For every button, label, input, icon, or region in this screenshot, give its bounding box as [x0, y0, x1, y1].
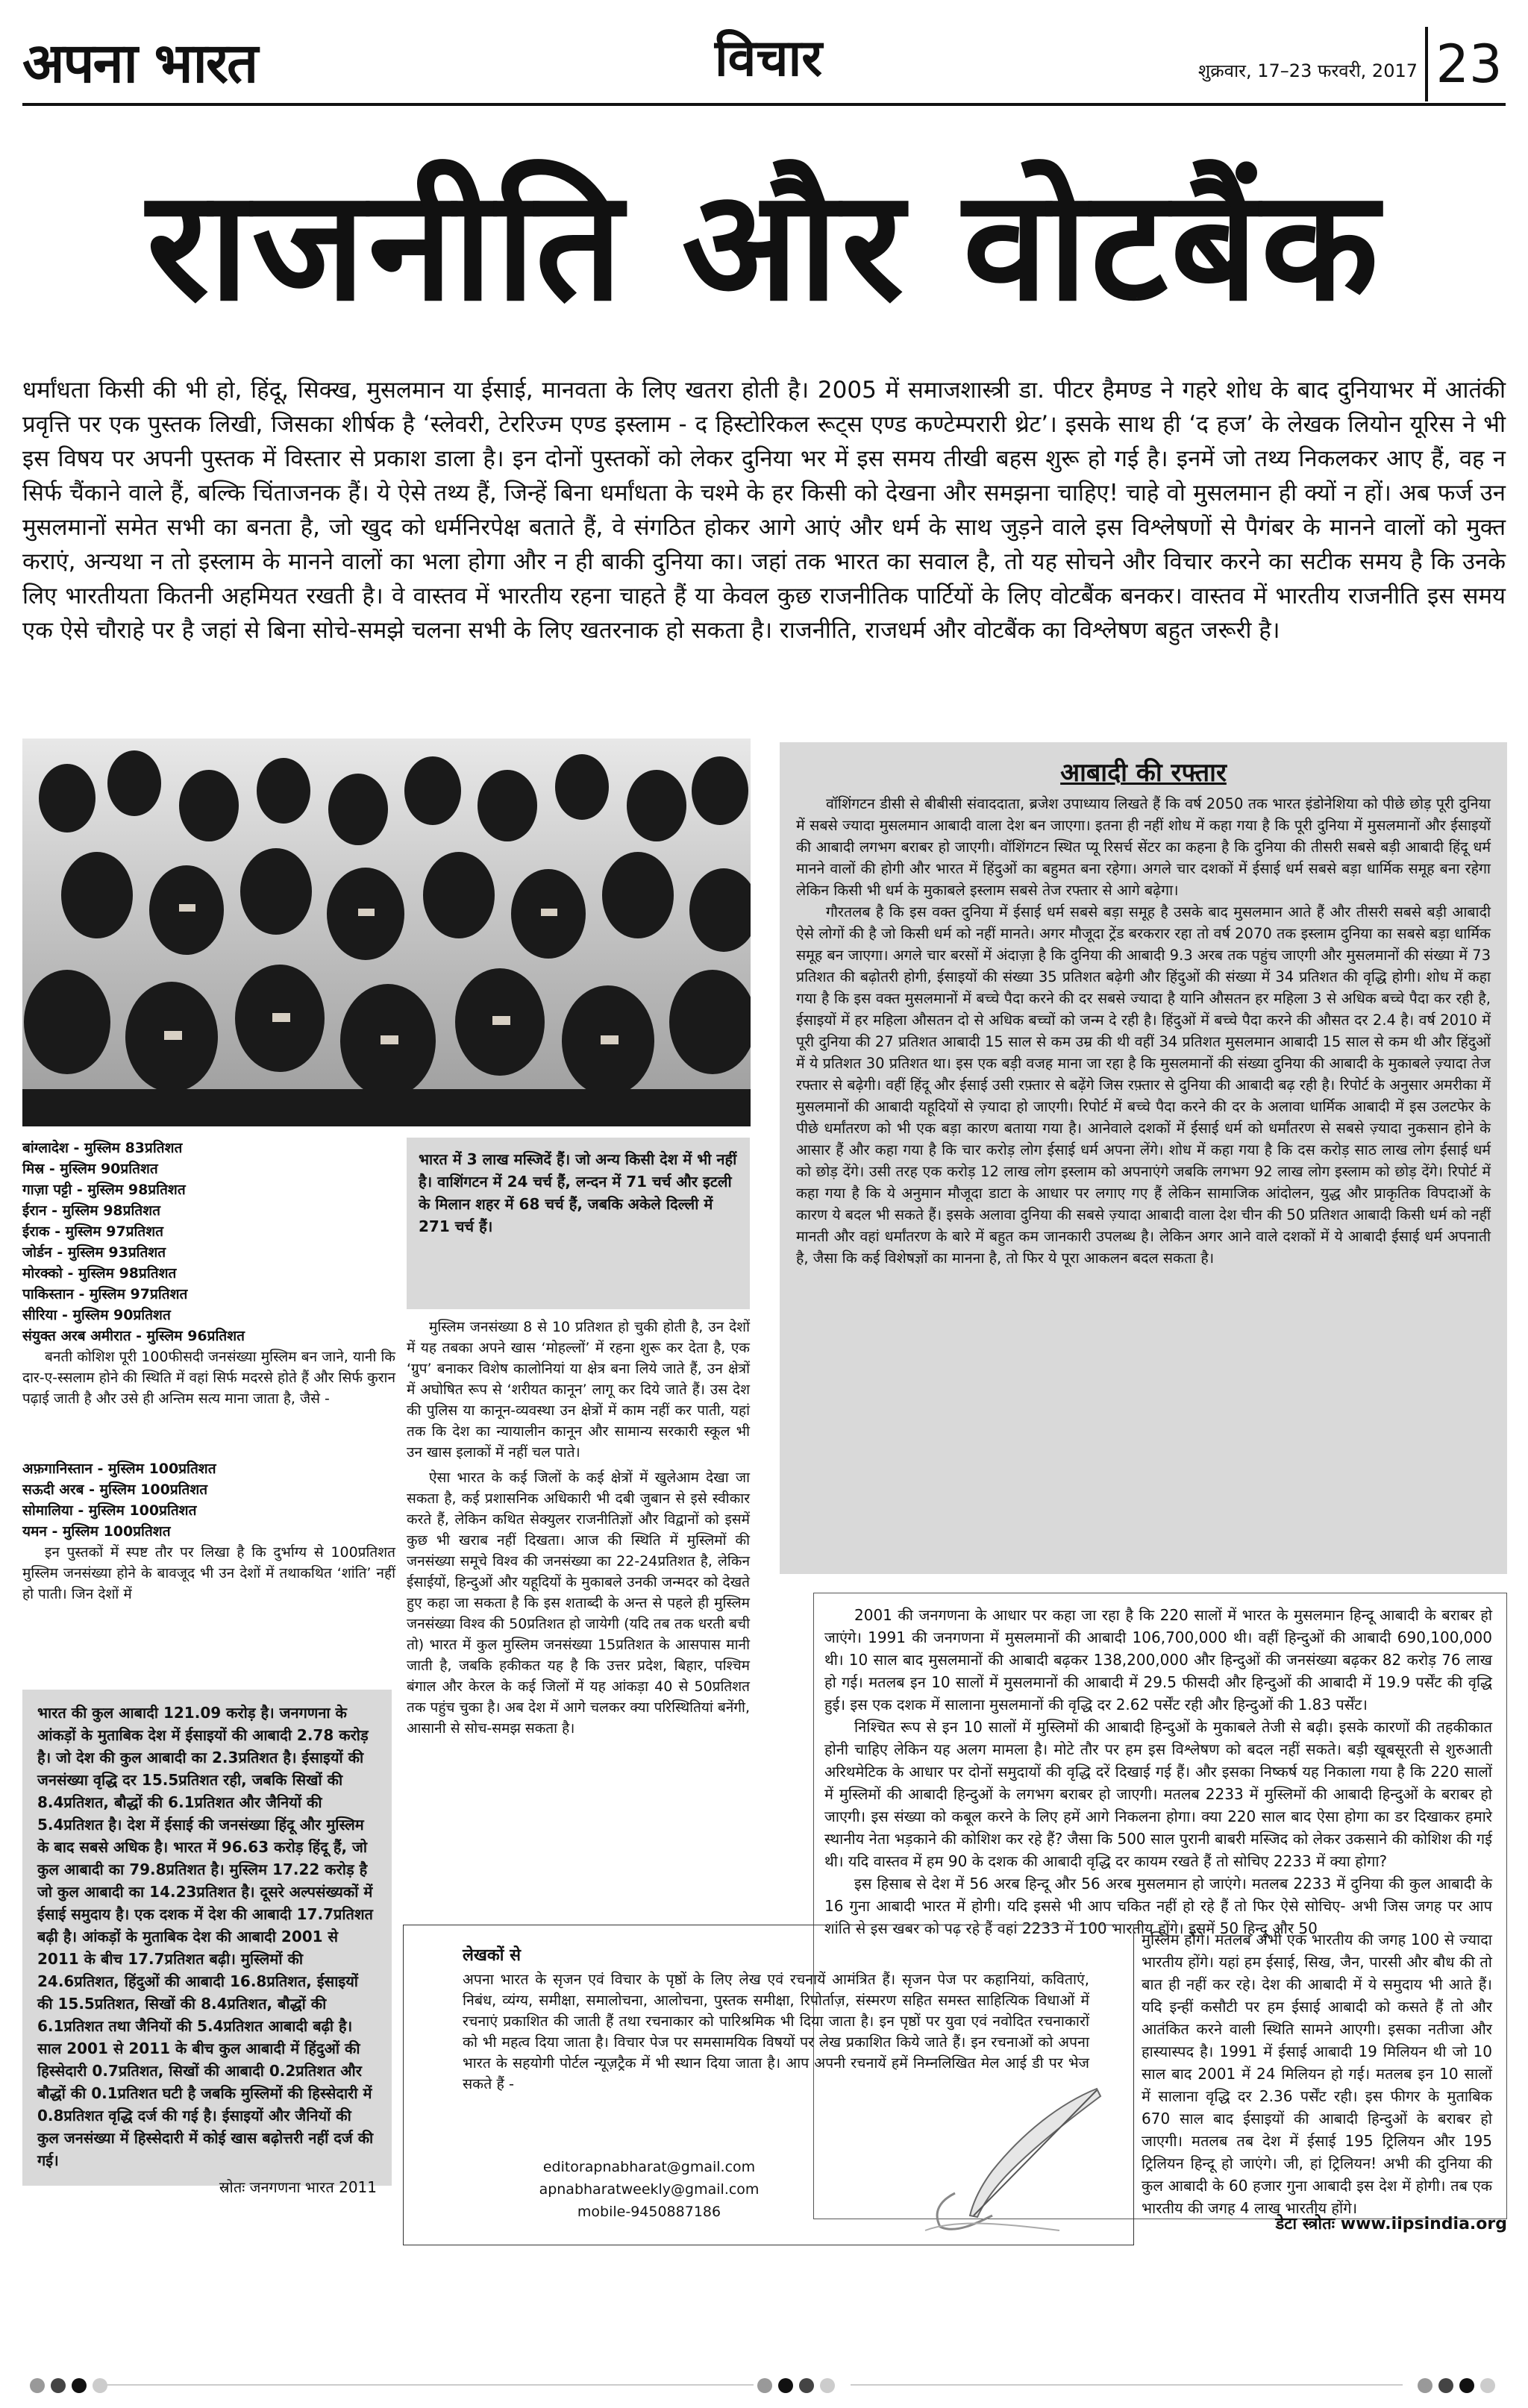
- crowd-photo: [22, 739, 751, 1126]
- census-facts-text: भारत की कुल आबादी 121.09 करोड़ है। जनगणना के आंकड़ों के मुताबिक देश में ईसाइयों की आबादी 2.78 करोड़ है। जो देश की कुल आबादी का 2.3प्रतिशत है। ईसाइयों की जनसंख्या वृद्धि दर 15.5प्रतिशत रही, जबकि सिखों की 8.4प्रतिशत, बौद्धों की 6.1प्रतिशत और जैनियों की 5.4प्रतिशत है। देश में ईसाई की जनसंख्या हिंदू और मुस्लिम के बाद सबसे अधिक है। भारत में 96.63 करोड़ हिंदू हैं, जो कुल आबादी का 79.8प्रतिशत है। मुस्लिम 17.22 करोड़ है जो कुल आबादी का 14.23प्रतिशत है। दूसरे अल्पसंख्यकों में ईसाई समुदाय है। एक दशक में देश की आबादी 17.7प्रतिशत बढ़ी है। आंकड़ों के मुताबिक देश की आबादी 2001 से 2011 के बीच 17.7प्रतिशत बढ़ी। मुस्लिमों की 24.6प्रतिशत, हिंदुओं की आबादी 16.8प्रतिशत, ईसाइयों की 15.5प्रतिशत, सिखों की 8.4प्रतिशत, बौद्धों की 6.1प्रतिशत तथा जैनियों की 5.4प्रतिशत आबादी बढ़ी है। साल 2001 से 2011 के बीच कुल आबादी में हिंदुओं की हिस्सेदारी 0.7प्रतिशत, सिखों की आबादी 0.2प्रतिशत और बौद्धों की 0.1प्रतिशत घटी है जबकि मुस्लिमों की हिस्सेदारी में 0.8प्रतिशत वृद्धि दर्ज की गई है। ईसाइयों और जैनियों की कुल जनसंख्या में हिस्सेदारी में कोई खास बढ़ोत्तरी नहीं दर्ज की गई।: [37, 1704, 374, 2169]
- email-link[interactable]: apnabharatweekly@gmail.com: [539, 2181, 760, 2198]
- masthead: अपना भारत: [22, 31, 257, 95]
- country-stat: यमन - मुस्लिम 100प्रतिशत: [22, 1523, 171, 1540]
- footer-dot: [1459, 2378, 1474, 2393]
- country-stat: जोर्डन - मुस्लिम 93प्रतिशत: [22, 1244, 166, 1261]
- country-stat: संयुक्त अरब अमीरात - मुस्लिम 96प्रतिशत: [22, 1328, 245, 1344]
- headline: राजनीति और वोटबैंक: [146, 157, 1382, 335]
- footer-dot: [799, 2378, 814, 2393]
- footer-dot: [1418, 2378, 1432, 2393]
- footer-dot: [30, 2378, 45, 2393]
- mobile-number: mobile-9450887186: [577, 2204, 721, 2220]
- writers-title: लेखकों से: [463, 1946, 522, 1965]
- footer-rule: [851, 2384, 1403, 2386]
- section-title: विचार: [714, 29, 823, 88]
- middle-column-text: [407, 1317, 750, 1737]
- full-muslim-list: [22, 1458, 395, 1608]
- country-stat: सीरिया - मुस्लिम 90प्रतिशत: [22, 1307, 171, 1323]
- country-stat: सऊदी अरब - मुस्लिम 100प्रतिशत: [22, 1482, 208, 1498]
- article-paragraph: इस हिसाब से देश में 56 अरब हिन्दू और 56 अरब मुसलमान हो जाएंगे। मतलब 2233 में दुनिया की कुल आबादी के 16 गुना आबादी भारत में होगी। यदि इससे भी आप चकित नहीं हो रहे हैं तो फिर ऐसे सोचिए- अभी जिस जगह पर आप शांति से इस खबर को पढ़ रहे हैं वहां 2233 में 100 भारतीय होंगे। इसमें 50 हिन्दू और 50: [824, 1875, 1492, 1937]
- writers-text: अपना भारत के सृजन एवं विचार के पृष्ठों के लिए लेख एवं रचनायें आमंत्रित हैं। सृजन पेज पर कहानियां, कविताएं, निबंध, व्यंग्य, समीक्षा, समालोचना, आलोचना, पुस्तक समीक्षा, रिपोर्ताज़, संस्मरण सहित समस्त साहित्यिक विधाओं में रचनाएं प्रकाशित की जाती हैं तथा रचनाकार को पारिश्रमिक भी दिया जाता है। इन पृष्ठों पर युवा एवं नवोदित रचनाकारों को भी महत्व दिया जाता है। विचार पेज पर समसामयिक विषयों पर लेख प्रकाशित किये जाते हैं। इन रचनाओं को अपना भारत के सहयोगी पोर्टल न्यूज़ट्रैक में भी स्थान दिया जाता है। आप अपनी रचनायें हमें निम्नलिखित मेल आई डी पर भेज सकते हैं -: [463, 1971, 1089, 2092]
- country-stat: गाज़ा पट्टी - मुस्लिम 98प्रतिशत: [22, 1182, 186, 1198]
- quill-pen-icon: [910, 2081, 1119, 2238]
- article-paragraph: निश्चित रूप से इन 10 सालों में मुस्लिमों की आबादी हिन्दुओं के मुकाबले तेजी से बढ़ी। इसके कारणों की तहकीकात होनी चाहिए लेकिन यह अलग मामला है। मोटे तौर पर हम इस विश्लेषण को बदल नहीं सकते। बड़ी खूबसूरती से शुरुआती अरिथमेटिक के आधार पर दोनों समुदायों की वृद्धि दरें दिखाई गई हैं। और इसका निष्कर्ष यह निकाला गया है कि 220 सालों में मुस्लिमों की आबादी हिन्दुओं के लगभग बराबर हो जाएगी। मतलब 2233 में मुस्लिमों की आबादी हिन्दुओं के बराबर हो जाएगी। इस संख्या को कबूल करने के लिए हमें आगे निकलना होगा। क्या 220 साल बाद ऐसा होगा का डर दिखाकर हमारे स्थानीय नेता भड़काने की कोशिश कर रहे हैं? जैसा कि 500 साल पुरानी बाबरी मस्जिद को लेकर उकसाने की कोशिश की गई थी। यदि वास्तव में हम 90 के दशक की आबादी वृद्धि दर कायम रखते हैं तो सोचिए 2233 में क्या होगा?: [824, 1718, 1492, 1870]
- header-rule: [22, 103, 1506, 106]
- footer-rule: [97, 2384, 754, 2386]
- article-paragraph: 2001 की जनगणना के आधार पर कहा जा रहा है कि 220 सालों में भारत के मुसलमान हिन्दू आबादी के बराबर हो जाएंगे। 1991 की जनगणना में मुसलमानों की आबादी 106,700,000 थी। वहीं हिन्दुओं की आबादी 690,100,000 थी। 10 साल बाद मुसलमानों की आबादी बढ़कर 138,200,000 और हिन्दुओं की जनसंख्या बढ़कर 82 करोड़ 76 लाख हो गई। मतलब इन 10 सालों में मुसलमानों की आबादी में 29.5 फीसदी और हिन्दुओं की आबादी में 19.9 पर्सेंट की वृद्धि हुई। इस एक दशक में सालाना मुसलमानों की वृद्धि दर 2.62 पर्सेंट रही और हिन्दुओं की 1.83 पर्सेंट।: [824, 1606, 1492, 1713]
- article-paragraph: ऐसा भारत के कई जिलों के कई क्षेत्रों में खुलेआम देखा जा सकता है, कई प्रशासनिक अधिकारी भी दबी जुबान से इसे स्वीकार करते हैं, लेकिन कथित सेक्युलर राजनीतिज्ञों और विद्वानों को इसमें कुछ भी खराब नहीं दिखता। आज की स्थिति में मुस्लिमों की जनसंख्या समूचे विश्व की जनसंख्या का 22-24प्रतिशत है, लेकिन ईसाईयों, हिन्दुओं और यहूदियों के मुकाबले उनकी जन्मदर को देखते हुए कहा जा सकता है कि इस शताब्दी के अन्त से पहले ही मुस्लिम जनसंख्या विश्व की 50प्रतिशत हो जायेगी (यदि तब तक धरती बची तो) भारत में कुल मुस्लिम जनसंख्या 15प्रतिशत के आसपास मानी जाती है, जबकि हकीकत यह है कि उत्तर प्रदेश, बिहार, पश्चिम बंगाल और केरल के कई जिलों में यह आंकड़ा 40 से 50प्रतिशत तक पहुंच चुका है। अब देश में आगे चलकर क्या परिस्थितियां बनेंगी, आसानी से सोच-समझ सकता है।: [407, 1470, 750, 1737]
- country-stat: बांग्लादेश - मुस्लिम 83प्रतिशत: [22, 1140, 183, 1156]
- article-paragraph: गौरतलब है कि इस वक्त दुनिया में ईसाई धर्म सबसे बड़ा समूह है उसके बाद मुसलमान आते हैं और तीसरी सबसे बड़ी आबादी ऐसे लोगों की है जो किसी धर्म को नहीं मानते। अगर मौजूदा ट्रेंड बरकरार रहा तो वर्ष 2070 तक इस्लाम दुनिया का सबसे बड़ा धार्मिक समूह बन जाएगा। अगले चार बरसों में अंदाज़ा है कि दुनिया की आबादी 9.3 अरब तक पहुंच जाएगी और मुसलमानों की संख्या में 73 प्रतिशत की बढ़ोतरी होगी, ईसाइयों की संख्या 35 प्रतिशत बढ़ेगी और हिंदुओं की संख्या में 34 प्रतिशत की वृद्धि होगी। शोध में कहा गया है कि इस वक्त मुसलमानों में बच्चे पैदा करने की दर सबसे ज्यादा है यानि औसतन हर महिला 3 से अधिक बच्चे पैदा कर रही है, ईसाइयों में हर महिला औसतन दो से अधिक बच्चों को जन्म दे रही है। हिंदुओं में बच्चे पैदा करने की औसत दर 2.4 है। वर्ष 2010 में पूरी दुनिया की 27 प्रतिशत आबादी 15 साल से कम उम्र की थी वहीं 34 प्रतिशत मुसलमान आबादी 15 साल से कम थी और हिंदुओं में ये प्रतिशत 30 प्रतिशत था। इस एक बड़ी वजह माना जा रहा है कि मुसलमानों की संख्या दुनिया की आबादी के मुकाबले ज़्यादा तेज रफ्तार से बढ़ेगी। वहीं हिंदू और ईसाई उसी रफ़्तार से बढ़ेंगे जिस रफ़्तार से दुनिया की आबादी बढ़ रही है। रिपोर्ट के अनुसार अमरीका में मुसलमानों की आबादी यहूदियों से ज़्यादा हो जाएगी। रिपोर्ट में बच्चे पैदा करने की दर के अलावा धार्मिक आबादी में इस उलटफेर के पीछे धर्मांतरण को भी एक बड़ा कारण बताया गया है। आनेवाले दशकों में ईसाई धर्म को धर्मांतरण से सबसे ज़्यादा नुकसान होने के आसार हैं और कहा गया है कि चार करोड़ लोग ईसाई धर्म अपना लेंगे। शोध में कहा गया है कि दस करोड़ साठ लाख लोग ईसाई धर्म को छोड़ देंगे। उसी तरह एक करोड़ 12 लाख लोग इस्लाम को अपनाएंगे जबकि लगभग 92 लाख लोग इस्लाम को छोड़ देंगे। रिपोर्ट में कहा गया है कि ये अनुमान मौजूदा डाटा के आधार पर लगाए गए हैं लेकिन सामाजिक आंदोलन, युद्ध और प्राकृतिक विपदाओं के कारण ये बदल भी सकते हैं। इसके अलावा दुनिया की सबसे ज़्यादा आबादी वाला देश चीन की 50 प्रतिशत आबादी किसी धर्म को नहीं मानती और वहां धर्मांतरण के बारे में बहुत कम जानकारी उपलब्ध है। लेकिन अगर आने वाले दशकों में ये आबादी ईसाई धर्म अपनाती है, जैसा कि कई विशेषज्ञों का मानना है, तो फिर ये पूरा आकलन बदल सकता है।: [796, 903, 1491, 1267]
- footer-dot: [93, 2378, 107, 2393]
- issue-date: शुक्रवार, 17–23 फरवरी, 2017: [1197, 60, 1418, 81]
- mosque-facts-box: भारत में 3 लाख मस्जिदें हैं। जो अन्य किसी देश में भी नहीं है। वाशिंगटन में 24 चर्च हैं, लन्दन में 71 चर्च और इटली के मिलान शहर में 68 चर्च हैं, जबकि अकेले दिल्ली में 271 चर्च हैं।: [407, 1138, 750, 1309]
- email-link[interactable]: editorapnabharat@gmail.com: [542, 2159, 756, 2175]
- stats-paragraph: इन पुस्तकों में स्पष्ट तौर पर लिखा है कि दुर्भाग्य से 100प्रतिशत मुस्लिम जनसंख्या होने के बावजूद भी उन देशों में तथाकथित ‘शांति’ नहीं हो पाती। जिन देशों में: [22, 1544, 395, 1602]
- census-source: स्रोतः जनगणना भारत 2011: [219, 2178, 377, 2196]
- stats-paragraph: बनती कोशिश पूरी 100फीसदी जनसंख्या मुस्लिम बन जाने, यानी कि दार-ए-स्सलाम होने की स्थिति में वहां सिर्फ मदरसे होते हैं और सिर्फ कुरान पढ़ाई जाती है और उसे ही अन्तिम सत्य माना जाता है, जैसे -: [22, 1349, 395, 1407]
- data-source: डेटा स्त्रोतः www.iipsindia.org: [1275, 2215, 1507, 2233]
- footer-dot: [1480, 2378, 1495, 2393]
- footer-dot: [72, 2378, 87, 2393]
- page-number: 23: [1425, 27, 1510, 101]
- footer-dot: [778, 2378, 793, 2393]
- census-facts-box: [22, 1690, 392, 2196]
- country-stat: अफ़गानिस्तान - मुस्लिम 100प्रतिशत: [22, 1461, 216, 1477]
- population-growth-box: [780, 742, 1507, 1574]
- country-stat: सोमालिया - मुस्लिम 100प्रतिशत: [22, 1502, 197, 1519]
- country-stat: मोरक्को - मुस्लिम 98प्रतिशत: [22, 1265, 177, 1282]
- footer-dot: [757, 2378, 772, 2393]
- footer-dot: [51, 2378, 66, 2393]
- intro-paragraph: धर्मांधता किसी की भी हो, हिंदू, सिक्ख, मुसलमान या ईसाई, मानवता के लिए खतरा होती है। 2005 में समाजशास्त्री डा. पीटर हैमण्ड ने गहरे शोध के बाद दुनियाभर में आतंकी प्रवृत्ति पर एक पुस्तक लिखी, जिसका शीर्षक है ‘स्लेवरी, टेररिज्म एण्ड इस्लाम - द हिस्टोरिकल रूट्स एण्ड कण्टेम्परारी थ्रेट’। इसके साथ ही ‘द हज’ के लेखक लियोन यूरिस ने भी इस विषय पर अपनी पुस्तक में विस्तार से प्रकाश डाला है। इन दोनों पुस्तकों को लेकर दुनिया भर में इस समय तीखी बहस शुरू हो गई है। इनमें जो तथ्य निकलकर आए हैं, वह न सिर्फ चैंकाने वाले हैं, बल्कि चिंताजनक हैं। ये ऐसे तथ्य हैं, जिन्हें बिना धर्मांधता के चश्मे के हर किसी को देखना और समझना चाहिए! चाहे वो मुसलमान ही क्यों न हों। अब फर्ज उन मुसलमानों समेत सभी का बनता है, जो खुद को धर्मनिरपेक्ष बताते हैं, वे संगठित होकर आगे आएं और धर्म के साथ जुड़ने वाले इस विश्लेषणों से पैगंबर के मानने वालों को मुक्त कराएं, अन्यथा न तो इस्लाम के मानने वालों का भला होगा और न ही बाकी दुनिया का। जहां तक भारत का सवाल है, तो यह सोचने और विचार करने का सटीक समय है कि उनके लिए भारतीयता कितनी अहमियत रखती है। वे वास्तव में भारतीय रहना चाहते हैं या केवल कुछ राजनीतिक पार्टियों के लिए वोटबैंक बनकर। वास्तव में भारतीय राजनीति इस समय एक ऐसे चौराहे पर है जहां से बिना सोचे-समझे चलना सभी के लिए खतरनाक हो सकता है। राजनीति, राजधर्म और वोटबैंक का विश्लेषण बहुत जरूरी है।: [22, 377, 1506, 644]
- box-title: आबादी की रफ्तार: [1060, 758, 1227, 788]
- census-analysis-text: [824, 1604, 1492, 1937]
- country-stat: मिस्र - मुस्लिम 90प्रतिशत: [22, 1161, 158, 1177]
- article-paragraph: वॉशिंगटन डीसी से बीबीसी संवाददाता, ब्रजेश उपाध्याय लिखते हैं कि वर्ष 2050 तक भारत इंडोनेशिया को पीछे छोड़ पूरी दुनिया में सबसे ज्यादा मुसलमान आबादी वाला देश बन जाएगा। इतना ही नहीं शोध में कहा गया है कि पूरी दुनिया में मुसलमानों और ईसाइयों की आबादी लगभग बराबर हो जाएगी। वॉशिंगटन स्थित प्यू रिसर्च सेंटर का कहना है कि दुनिया की तीसरी सबसे बड़ी आबादी हिंदू धर्म मानने वालों की होगी और भारत में हिंदुओं का बहुमत बना रहेगा। अगले चार दशकों में ईसाई धर्म सबसे बड़ा धार्मिक समूह बना रहेगा लेकिन किसी भी धर्म के मुकाबले इस्लाम सबसे तेज रफ्तार से आगे बढ़ेगा।: [796, 795, 1491, 899]
- country-stat: ईराक - मुस्लिम 97प्रतिशत: [22, 1223, 164, 1240]
- footer-dot: [820, 2378, 835, 2393]
- country-stat: पाकिस्तान - मुस्लिम 97प्रतिशत: [22, 1286, 188, 1302]
- writers-contact: [522, 2156, 776, 2230]
- census-analysis-continued: मुस्लिम होंगे। मतलब अभी एक भारतीय की जगह 100 से ज्यादा भारतीय होंगे। यहां हम ईसाई, सिख, जैन, पारसी और बौध की तो बात ही नहीं कर रहे। देश की आबादी में ये समुदाय भी आते हैं। यदि इन्हीं कसौटी पर हम ईसाई आबादी को कसते हैं तो और आतंकित करने वाली स्थिति सामने आएगी। इसका नतीजा और हास्यास्पद है। 1991 में ईसाई आबादी 19 मिलियन थी जो 10 साल बाद 2001 में 24 मिलियन हो गई। मतलब इन 10 सालों में सालाना वृद्धि दर 2.36 पर्सेंट रही। इस फीगर के मुताबिक 670 साल बाद ईसाइयों की आबादी हिन्दुओं के बराबर हो जाएगी। मतलब तब देश में ईसाई 195 ट्रिलियन और 195 ट्रिलियन हिन्दू हो जाएंगे। जी, हां ट्रिलियन! अभी की दुनिया की कुल आबादी के 60 हजार गुना आबादी इस देश में होगी। तब एक भारतीय की जगह 4 लाख भारतीय होंगे।: [1142, 1931, 1492, 2217]
- article-paragraph: मुस्लिम जनसंख्या 8 से 10 प्रतिशत हो चुकी होती है, उन देशों में यह तबका अपने खास ‘मोहल्लों’ में रहना शुरू कर देता है, एक ‘ग्रुप’ बनाकर विशेष कालोनियां या क्षेत्र बना लिये जाते हैं, उन क्षेत्रों में अघोषित रूप से ‘शरीयत कानून’ लागू कर दिये जाते हैं। उस देश की पुलिस या कानून-व्यवस्था उन क्षेत्रों में काम नहीं कर पाती, यहां तक कि देश का न्यायालीन कानून और सामान्य सरकारी स्कूल भी उन खास इलाकों में नहीं चल पाते।: [407, 1319, 750, 1461]
- footer-dot: [1438, 2378, 1453, 2393]
- country-stat: ईरान - मुस्लिम 98प्रतिशत: [22, 1203, 160, 1219]
- muslim-percentage-list: [22, 1138, 395, 1458]
